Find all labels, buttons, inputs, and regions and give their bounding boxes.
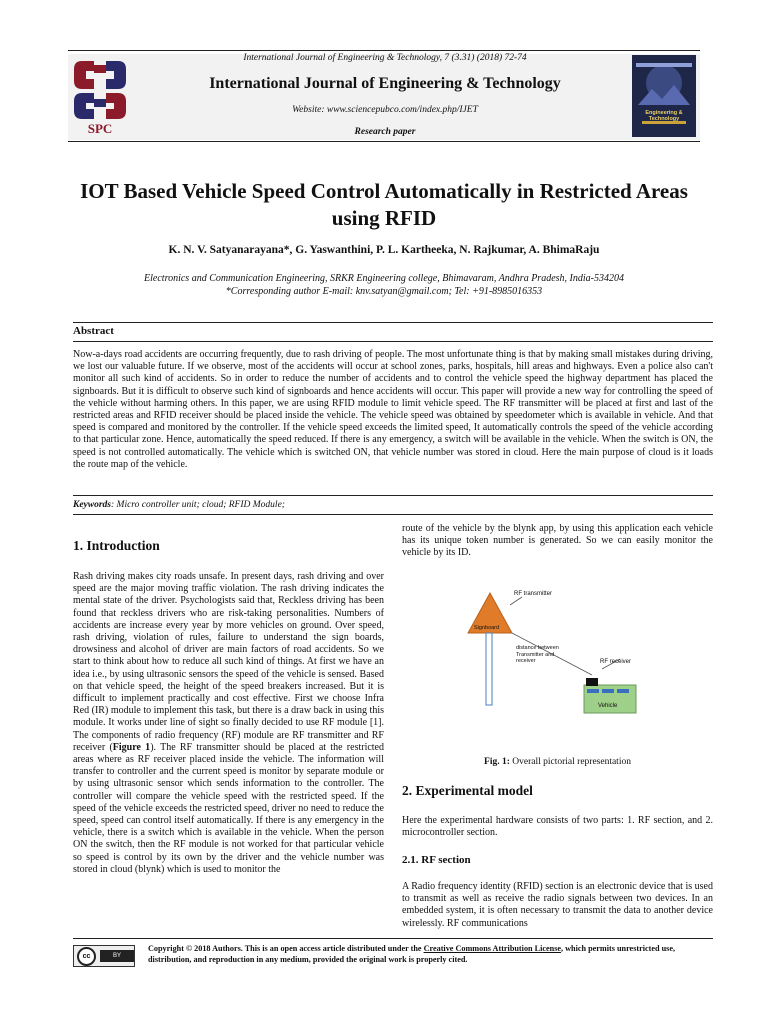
signboard-label: Signboard	[474, 625, 500, 631]
journal-cover-image	[632, 55, 696, 137]
introduction-text-part1: Rash driving makes city roads unsafe. In present days, rash driving and over speed are the major moving traffic violation. The rash driving indicates the mental state of the driver. Psychologists said that, Reckless driving has been found that reckless drivers who are risk-taking personalities. Numbers of accidents are increase every year by more vehicles on ground. Over speed, rash driving, violation of rules, failure to understand the sign boards, drowsiness and alcohol of driver are main factors of road accidents. So we start to think about how to reduce all such kind of things. At first we have an idea i.e., by using ultrasonic sensors the speed of the vehicle is sensed. Based on that vehicle speed, the height of the speed breakers increased. But it is difficult to implement practically and cost effective. First we choose Infra Red (IR) module to implement this task, but there is a draw back in using this module. It works under line of sight so finally decided to use RF module [1]. The components of radio frequency (RF) module are RF transmitter and RF receiver (	[73, 571, 384, 753]
abstract-text: Now-a-days road accidents are occurring frequently, due to rash driving of people. The most unfortunate thing is that by making small mistakes during driving, we lost our valuable future. If we observe, most of the accidents will occur at school zones, parks, hospitals, hill areas and highways. Even a police also can't monitor all such kind of accidents. So in order to reduce the number of accidents and to control the vehicle speed the highway department has placed the signboards. But it is difficult to observe such kind of signboards and hence accidents will occur. This paper will provide a new way for controlling the speed of the vehicle without harming others. In this paper, we are using RFID module to limit vehicle speed. The RF transmitter will be placed at first and last of the restricted areas and RFID receiver should be placed inside the vehicle. The vehicle speed was obtained by speedometer which is available in vehicle. And that speed is compared and monitored by the controller. If the vehicle speed exceeds the limited speed, It automatically controls the speed of the vehicle according to that particular zone. Hence, automatically the speed reduced. If there is any emergency, a switch will be available in the vehicle. When the switch is ON, the speed is not controlled automatically. The vehicle which is switched ON, that vehicle number was stored in cloud. Here the main purpose of cloud is it loads the route map of the vehicle.	[73, 349, 713, 470]
publisher-logo	[72, 55, 140, 135]
affiliation-block	[60, 272, 708, 298]
figure-1-caption-text: Overall pictorial representation	[509, 757, 631, 767]
vehicle-label: Vehicle	[598, 703, 618, 709]
transmitter-pointer	[510, 597, 522, 605]
figure-reference[interactable]: Figure 1	[112, 741, 151, 753]
vehicle-window-3	[617, 689, 629, 693]
abstract-top-rule	[73, 322, 713, 323]
journal-name: International Journal of Engineering & Technology	[209, 75, 561, 92]
author-list: K. N. V. Satyanarayana*, G. Yaswanthini, P. L. Kartheeka, N. Rajkumar, A. BhimaRaju	[168, 244, 600, 256]
footer-rule	[73, 938, 713, 939]
affiliation: Electronics and Communication Engineering, SRKR Engineering college, Bhimavaram, Andhra Pradesh, India-534204	[144, 273, 624, 284]
publisher-logo-text: SPC	[87, 121, 113, 136]
figure-1-caption	[402, 757, 713, 767]
paper-type: Research paper	[354, 127, 416, 137]
copyright-text-part1: Copyright © 2018 Authors. This is an open access article distributed under the	[148, 944, 424, 953]
introduction-text	[73, 571, 384, 936]
keywords-line	[73, 500, 713, 510]
introduction-continued-text: route of the vehicle by the blynk app, by using this application each vehicle has its unique token number is generated. So we can easily monitor the vehicle by its ID.	[402, 523, 713, 559]
cc-license-badge[interactable]	[73, 945, 135, 967]
header-top-rule	[68, 50, 700, 51]
introduction-heading: 1. Introduction	[73, 538, 160, 553]
abstract-heading: Abstract	[73, 325, 114, 337]
rf-transmitter-label: RF transmitter	[514, 591, 553, 597]
keywords-bottom-rule	[73, 514, 713, 515]
corresponding-author: *Corresponding author E-mail: knv.satyan@gmail.com; Tel: +91-8985016353	[225, 286, 543, 297]
introduction-text-part2: ). The RF transmitter should be placed at the restricted areas where as RF receiver placed inside the vehicle. The information will transfer to controller and the current speed is monitor by separate module or by using ultrasonic sensor which sends information to the controller. The controller will compare the vehicle speed with the restricted speed. If the speed of the vehicle exceeds the restricted speed, driver no need to reduce the speed, speed can control itself automatically. If there is any emergency in the vehicle, there is a switch which is available in the vehicle. When the person ON the switch, then the RF module is not worked for that particular vehicle so speed is control by its own by the driver and the vehicle number was stored in cloud (blynk) which is used to monitor the	[73, 741, 384, 875]
cc-by-icon: BY	[100, 950, 134, 962]
journal-cover-title: Engineering & Technology	[645, 110, 683, 122]
rf-section-text: A Radio frequency identity (RFID) section is an electronic device that is used to transmit as well as receive the radio signals between two devices. In an embedded system, it is often necessary to transmit the data to another device wirelessly. RF communications	[402, 881, 713, 929]
keywords-label: Keywords	[73, 500, 111, 510]
rf-receiver-box	[586, 678, 598, 686]
figure-1	[462, 585, 662, 725]
journal-website: Website: www.sciencepubco.com/index.php/IJET	[292, 105, 478, 115]
paper-title: IOT Based Vehicle Speed Control Automatically in Restricted Areas using RFID	[80, 179, 688, 230]
cc-icon: cc	[77, 947, 96, 966]
experimental-model-heading: 2. Experimental model	[402, 783, 533, 798]
vehicle-window-2	[602, 689, 614, 693]
experimental-model-text: Here the experimental hardware consists of two parts: 1. RF section, and 2. microcontroller section.	[402, 815, 713, 839]
copyright-text-part2: , which permits unrestricted use, distribution, and reproduction in any medium, provided the original work is properly cited.	[148, 944, 676, 964]
abstract-heading-rule	[73, 341, 713, 342]
signboard-pole	[486, 633, 492, 705]
header-bottom-rule	[68, 141, 700, 142]
figure-1-caption-label: Fig. 1:	[484, 757, 510, 767]
rf-receiver-label: RF receiver	[600, 659, 632, 665]
license-link[interactable]: Creative Commons Attribution License	[423, 944, 562, 953]
vehicle-window-1	[587, 689, 599, 693]
keywords-top-rule	[73, 495, 713, 496]
rf-section-heading: 2.1. RF section	[402, 854, 471, 866]
copyright-notice	[148, 943, 713, 965]
journal-citation: International Journal of Engineering & Technology, 7 (3.31) (2018) 72-74	[243, 53, 527, 63]
keywords-text: : Micro controller unit; cloud; RFID Module;	[111, 500, 285, 510]
distance-label: distance between Transmitter and receiver	[516, 645, 559, 664]
